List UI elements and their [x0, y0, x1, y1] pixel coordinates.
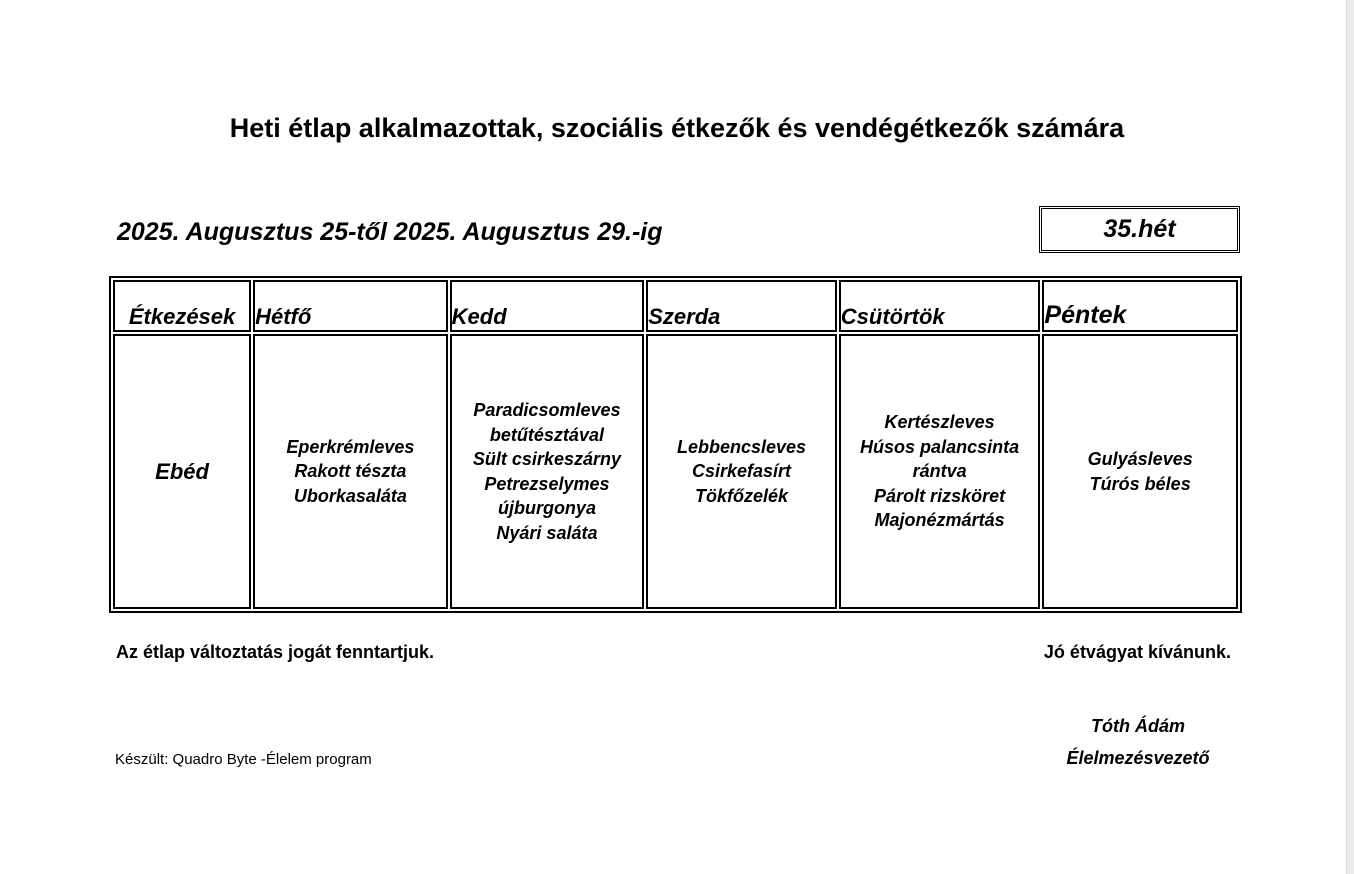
header-day-tuesday: Kedd [450, 280, 645, 332]
disclaimer-note: Az étlap változtatás jogát fenntartjuk. [116, 642, 435, 662]
dish-item: Gulyásleves [1087, 449, 1193, 469]
dish-item: betűtésztával [489, 424, 604, 445]
dish-item: Húsos palancsinta [860, 436, 1020, 457]
date-range: 2025. Augusztus 25-től 2025. Augusztus 29.-ig [117, 218, 663, 246]
dish-item: Paradicsomleves [473, 400, 621, 420]
dish-item: Sült csirkeszárny [472, 449, 621, 469]
page-title: Heti étlap alkalmazottak, szociális étkezők és vendégétkezők számára [229, 113, 1125, 143]
dish-item: Petrezselymes [484, 473, 610, 494]
dish-item: újburgonya [497, 498, 596, 518]
dish-item: Majonézmártás [874, 510, 1005, 531]
table-row [113, 334, 1238, 609]
header-day-monday: Hétfő [253, 280, 448, 332]
dish-item: Párolt rizsköret [874, 485, 1006, 506]
header-meals: Étkezések [113, 280, 251, 332]
signature-role: Élelmezésvezető [1066, 748, 1210, 768]
menu-cell-wednesday [646, 334, 837, 609]
dish-item: Uborkasaláta [293, 485, 407, 506]
signature-name: Tóth Ádám [1091, 716, 1185, 736]
weekly-menu-table [109, 276, 1242, 613]
menu-cell-monday [253, 334, 448, 609]
header-day-friday: Péntek [1042, 280, 1238, 332]
dish-item: Lebbencsleves [676, 436, 807, 457]
meal-label: Ebéd [113, 334, 251, 609]
table-header-row [113, 280, 1238, 332]
dish-item: rántva [912, 461, 967, 482]
menu-cell-thursday [839, 334, 1041, 609]
dish-item: Nyári saláta [496, 522, 598, 543]
dish-item: Rakott tészta [294, 461, 407, 482]
greeting-note: Jó étvágyat kívánunk. [1043, 642, 1231, 662]
dish-item: Eperkrémleves [286, 436, 415, 457]
menu-cell-tuesday [450, 334, 645, 609]
dish-item: Csirkefasírt [691, 461, 792, 482]
header-day-thursday: Csütörtök [839, 280, 1041, 332]
dish-item: Túrós béles [1089, 473, 1191, 494]
menu-cell-friday [1042, 334, 1238, 609]
footer-credit: Készült: Quadro Byte -Élelem program [115, 751, 372, 768]
dish-item: Kertészleves [884, 412, 995, 433]
dish-item: Tökfőzelék [694, 485, 789, 506]
header-day-wednesday: Szerda [646, 280, 837, 332]
week-number-box: 35.hét [1039, 206, 1240, 253]
